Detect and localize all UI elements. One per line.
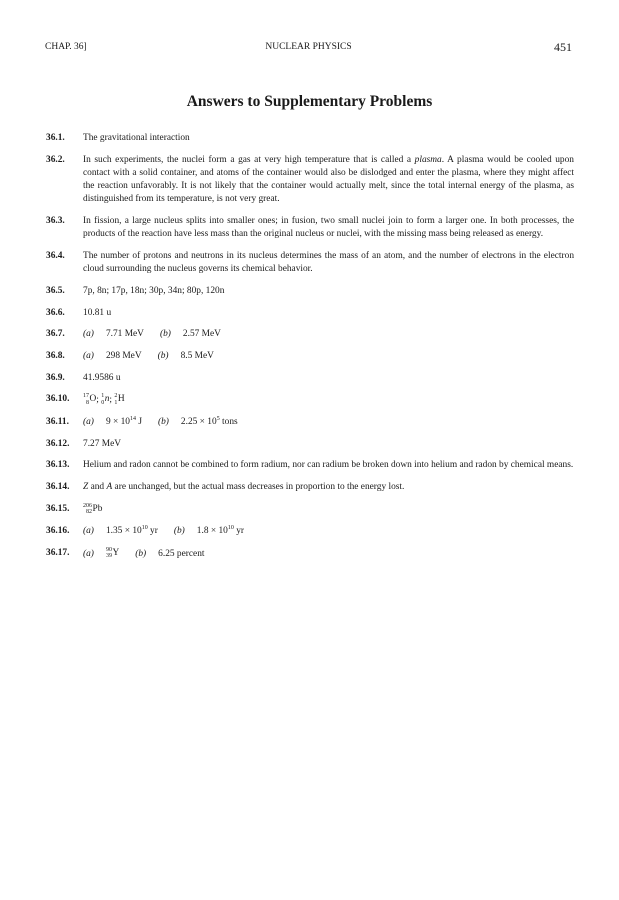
part-a-mantissa: 9 × 10	[105, 416, 130, 427]
separator: ;	[96, 395, 99, 406]
part-b-mantissa: 1.8 × 10	[196, 526, 228, 537]
answer-text	[83, 393, 574, 407]
part-b-unit: tons	[219, 416, 238, 427]
answer-text	[83, 350, 574, 363]
answer-number: 36.1.	[46, 133, 65, 143]
conjunction: and	[88, 481, 107, 492]
element-symbol: Y	[112, 547, 120, 558]
answer-number: 36.9.	[46, 372, 65, 383]
answer-number: 36.5.	[46, 285, 65, 296]
chapter-title: NUCLEAR PHYSICS	[265, 42, 352, 52]
answer-text	[83, 328, 574, 341]
running-header	[45, 42, 572, 58]
answer-number: 36.8.	[46, 350, 65, 361]
answer-36-4	[46, 250, 574, 276]
answer-text	[83, 481, 574, 494]
answer-36-12	[46, 438, 574, 451]
answer-text: 7p, 8n; 17p, 18n; 30p, 34n; 80p, 120n	[83, 285, 225, 296]
variable-a: A	[106, 481, 113, 492]
answer-36-6	[46, 307, 574, 320]
part-b-value: 2.57 MeV	[182, 329, 221, 340]
answer-36-3	[46, 215, 574, 241]
answer-36-7	[46, 328, 574, 341]
atomic-number: 8	[86, 399, 89, 406]
answer-number: 36.13.	[46, 460, 70, 471]
answer-text-part: . A plasma would be cooled upon contact with a solid container, and atoms of the container would also be dislodged and enter the plasma, where they might affect the reaction unfavorably. It is not likely that the container would actually melt, since the total internal energy of the plasma, as distinguished from its temperature, is not very great.	[83, 154, 574, 205]
atomic-number: 0	[101, 399, 105, 406]
answer-36-8	[46, 350, 574, 363]
answer-36-11	[46, 416, 574, 429]
mass-number: 17	[83, 393, 89, 400]
answer-text: In fission, a large nucleus splits into smaller ones; in fusion, two small nuclei join to form a larger one. In both processes, the products of the reaction have less mass than the original nucleus or nuclei, with the missing mass being released as energy.	[83, 216, 574, 240]
atomic-number: 1	[114, 399, 118, 406]
element-symbol: H	[117, 394, 125, 405]
answer-number: 36.16.	[46, 526, 70, 537]
answer-text	[83, 154, 574, 207]
part-a-mantissa: 1.35 × 10	[105, 526, 142, 537]
answer-36-15	[46, 503, 574, 517]
nuclide-yttrium	[106, 547, 119, 560]
part-b-mantissa: 2.25 × 10	[180, 416, 217, 427]
separator: ;	[109, 395, 113, 406]
part-a-label: (a)	[83, 329, 94, 340]
answer-36-2	[46, 154, 574, 207]
atomic-number: 39	[105, 553, 112, 560]
emphasized-term: plasma	[414, 154, 442, 165]
answer-text	[83, 503, 574, 517]
answer-text: 41.9586 u	[83, 372, 121, 383]
answer-number: 36.6.	[46, 307, 65, 318]
answer-text	[83, 416, 574, 429]
part-b-value: 6.25 percent	[158, 548, 205, 559]
chapter-label: CHAP. 36]	[45, 42, 87, 52]
element-symbol: O	[89, 394, 97, 405]
part-a-exponent: 10	[141, 525, 148, 532]
part-b-label: (b)	[157, 350, 169, 361]
part-a-label: (a)	[83, 548, 94, 559]
answer-number: 36.4.	[46, 250, 65, 261]
atomic-number: 82	[86, 509, 92, 516]
answer-number: 36.15.	[46, 503, 70, 514]
answer-36-16	[46, 525, 574, 538]
part-a-exponent: 14	[129, 415, 136, 422]
mass-number: 2	[114, 393, 118, 400]
part-b-label: (b)	[159, 329, 171, 340]
answer-number: 36.3.	[46, 216, 65, 227]
answer-text: Helium and radon cannot be combined to form radium, nor can radium be broken down into helium and radon by chemical means.	[83, 460, 574, 471]
part-b-exponent: 5	[216, 415, 220, 422]
answer-36-13	[46, 459, 574, 472]
answer-text	[83, 525, 574, 538]
answer-text	[83, 547, 574, 561]
answer-number: 36.7.	[46, 329, 65, 340]
part-b-unit: yr	[233, 526, 245, 537]
answer-text-part: are unchanged, but the actual mass decreases in proportion to the energy lost.	[112, 481, 405, 492]
variable-z: Z	[83, 481, 89, 492]
answer-text-part: In such experiments, the nuclei form a gas at very high temperature that is called a	[83, 154, 415, 165]
answer-number: 36.12.	[46, 438, 70, 449]
answer-36-1	[46, 132, 574, 145]
answer-36-17	[46, 547, 574, 561]
answer-36-14	[46, 481, 574, 494]
part-a-unit: J	[135, 416, 142, 427]
answer-number: 36.14.	[46, 481, 70, 492]
answer-list	[46, 132, 574, 569]
part-b-label: (b)	[157, 416, 169, 427]
answer-text: 10.81 u	[83, 307, 112, 318]
part-a-value: 7.71 MeV	[105, 329, 144, 340]
part-a-unit: yr	[147, 526, 158, 537]
part-b-label: (b)	[135, 548, 147, 559]
nuclide-oxygen	[83, 393, 96, 406]
element-symbol: Pb	[92, 503, 103, 514]
part-a-value: 298 MeV	[105, 350, 142, 361]
mass-number: 1	[101, 393, 105, 400]
part-b-label: (b)	[173, 526, 185, 537]
mass-number: 90	[105, 546, 112, 553]
part-b-value: 8.5 MeV	[180, 350, 214, 361]
answer-number: 36.10.	[46, 394, 70, 405]
part-b-exponent: 10	[227, 525, 234, 532]
part-a-label: (a)	[83, 416, 94, 427]
element-symbol: n	[104, 394, 110, 405]
answer-36-10	[46, 393, 574, 407]
section-heading: Answers to Supplementary Problems	[186, 93, 433, 110]
answer-text: The gravitational interaction	[83, 133, 190, 143]
nuclide-deuterium	[114, 393, 124, 406]
answer-text: 7.27 MeV	[83, 438, 122, 449]
answer-text: The number of protons and neutrons in its nucleus determines the mass of an atom, and the number of electrons in the electron cloud surrounding the nucleus governs its chemical behavior.	[83, 250, 574, 275]
answer-number: 36.11.	[46, 416, 69, 427]
mass-number: 206	[83, 502, 92, 509]
nuclide-lead	[83, 503, 102, 516]
answer-number: 36.17.	[46, 547, 70, 558]
answer-36-5	[46, 285, 574, 298]
answer-36-9	[46, 372, 574, 385]
answer-number: 36.2.	[46, 154, 65, 165]
part-a-label: (a)	[83, 350, 94, 361]
page-number: 451	[554, 40, 572, 54]
part-a-label: (a)	[83, 526, 94, 537]
